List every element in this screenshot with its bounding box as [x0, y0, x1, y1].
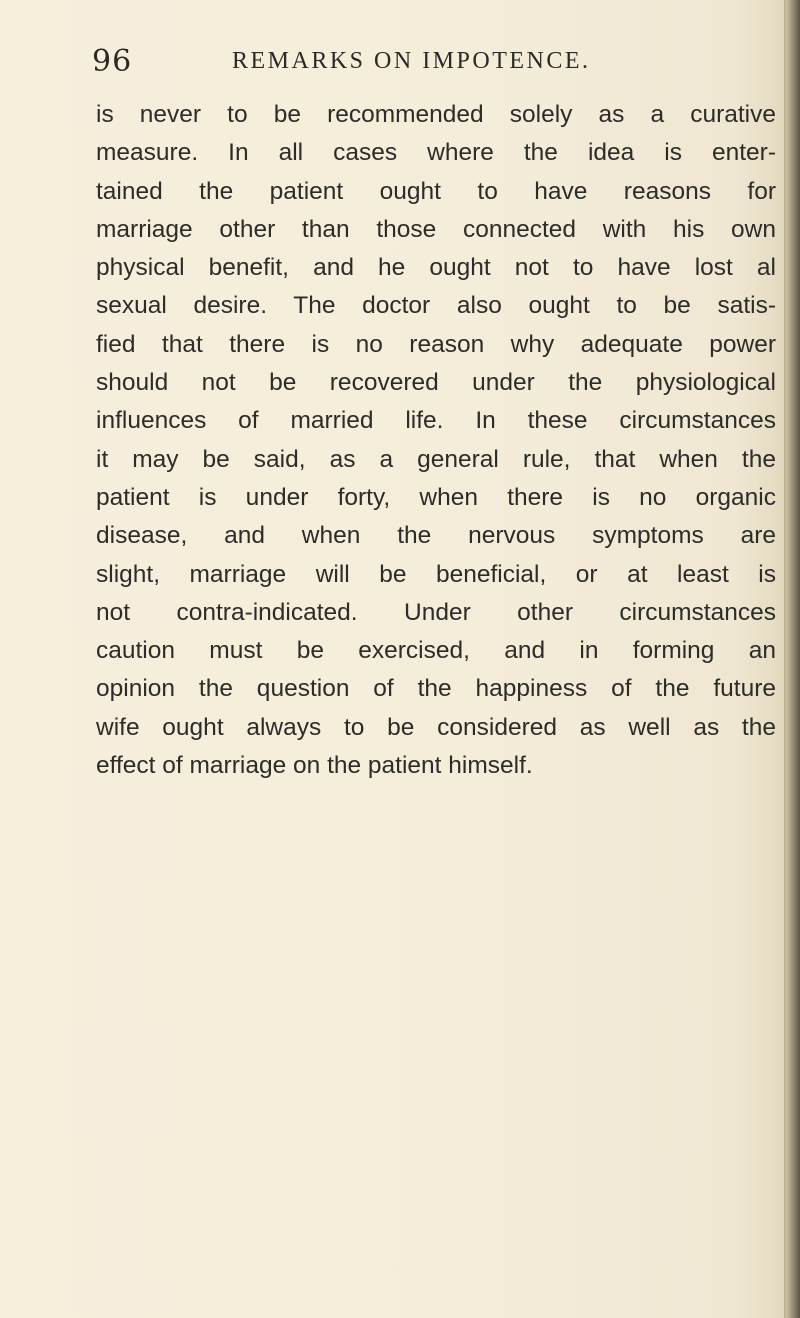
- text-line: patient is under forty, when there is no organic: [96, 483, 776, 511]
- text-line: not contra-indicated. Under other circumstances: [96, 598, 776, 626]
- page-number: 96: [92, 44, 133, 79]
- book-edge: [786, 0, 800, 1318]
- text-line: tained the patient ought to have reasons for: [96, 177, 776, 205]
- text-line: slight, marriage will be beneficial, or at least is: [96, 560, 776, 588]
- text-line: disease, and when the nervous symptoms are: [96, 522, 776, 550]
- text-line: caution must be exercised, and in forming an: [96, 637, 776, 665]
- page-header: [92, 44, 712, 88]
- body-paragraph: [96, 96, 776, 785]
- text-line: is never to be recommended solely as a curative: [96, 101, 776, 128]
- text-line: influences of married life. In these circumstances: [96, 407, 776, 435]
- text-line: opinion the question of the happiness of the future: [96, 675, 776, 703]
- text-line: should not be recovered under the physiological: [96, 369, 776, 397]
- text-line: effect of marriage on the patient himself.: [96, 752, 533, 780]
- text-line: measure. In all cases where the idea is enter-: [96, 139, 776, 167]
- text-line: it may be said, as a general rule, that when the: [96, 445, 776, 473]
- running-title: REMARKS ON IMPOTENCE.: [232, 48, 591, 74]
- text-line: fied that there is no reason why adequate power: [96, 330, 776, 358]
- text-line: wife ought always to be considered as well as the: [96, 713, 776, 741]
- text-line: sexual desire. The doctor also ought to be satis-: [96, 292, 776, 320]
- text-line: marriage other than those connected with his own: [96, 215, 776, 243]
- text-line: physical benefit, and he ought not to have lost al: [96, 254, 776, 282]
